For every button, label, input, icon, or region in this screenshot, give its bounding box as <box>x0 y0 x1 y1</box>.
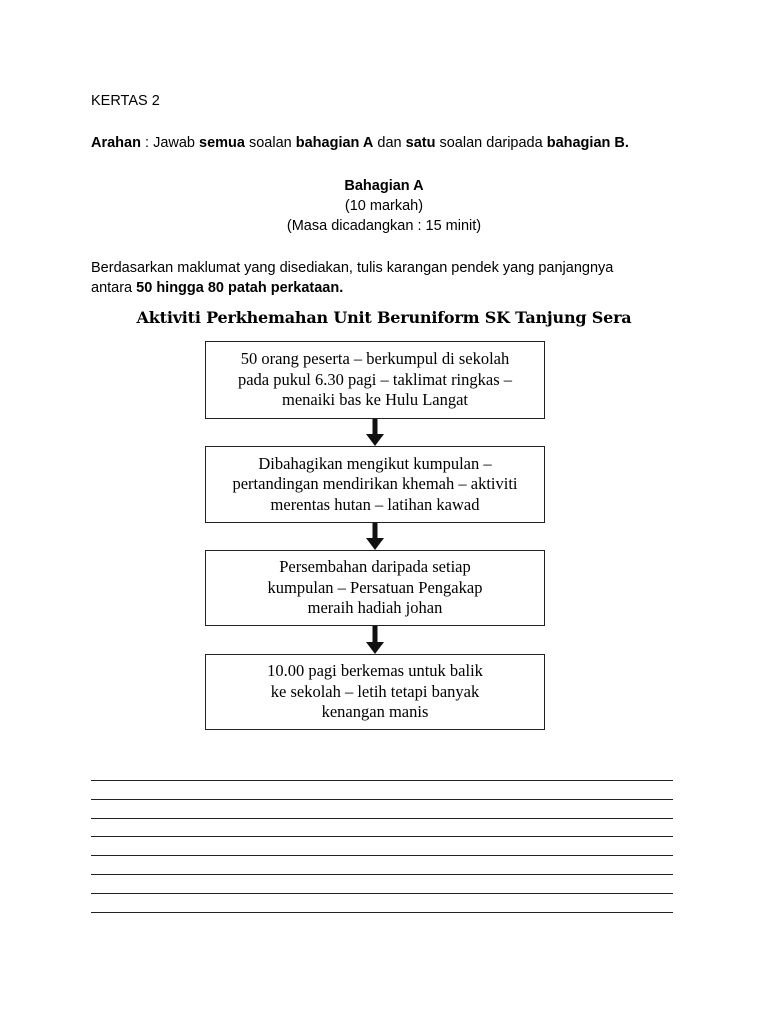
answer-line[interactable] <box>91 780 673 781</box>
flow-step-line: 50 orang peserta – berkumpul di sekolah <box>240 349 510 369</box>
task-word-count: 50 hingga 80 patah perkataan. <box>136 280 344 296</box>
instruction-emphasis: semua <box>199 135 245 151</box>
down-arrow-icon <box>364 523 386 551</box>
down-arrow-icon <box>364 419 386 447</box>
answer-line[interactable] <box>91 874 673 875</box>
flow-step-line: kenangan manis <box>321 702 429 722</box>
task-line-2 <box>91 278 691 298</box>
flow-step-line: merentas hutan – latihan kawad <box>270 494 480 514</box>
flow-step-line: ke sekolah – letih tetapi banyak <box>270 681 480 701</box>
flow-step-4 <box>205 654 545 730</box>
section-title: Bahagian A <box>344 178 424 194</box>
flow-step-1 <box>205 341 545 419</box>
instruction-text: dan <box>373 135 406 151</box>
paper-title: KERTAS 2 <box>91 93 160 109</box>
section-heading <box>0 176 768 236</box>
flow-step-line: Persembahan daripada setiap <box>279 557 471 577</box>
instruction-line <box>91 135 629 151</box>
section-time: (Masa dicadangkan : 15 minit) <box>286 218 482 234</box>
flow-step-line: Dibahagikan mengikut kumpulan – <box>258 453 492 473</box>
flow-step-line: pertandingan mendirikan khemah – aktiviti <box>232 474 518 494</box>
section-marks: (10 markah) <box>344 198 424 214</box>
flow-step-line: kumpulan – Persatuan Pengakap <box>267 577 483 597</box>
instruction-text: soalan daripada <box>435 135 547 151</box>
instruction-text: Jawab <box>153 135 200 151</box>
answer-line[interactable] <box>91 799 673 800</box>
instruction-text: soalan <box>244 135 296 151</box>
answer-line[interactable] <box>91 855 673 856</box>
down-arrow-icon <box>364 626 386 655</box>
flow-step-line: menaiki bas ke Hulu Langat <box>281 390 469 410</box>
instruction-label: Arahan <box>91 135 141 151</box>
instruction-emphasis: bahagian B. <box>546 135 629 151</box>
flow-step-line: pada pukul 6.30 pagi – taklimat ringkas – <box>237 369 513 389</box>
flow-step-3 <box>205 550 545 626</box>
answer-line[interactable] <box>91 836 673 837</box>
instruction-separator: : <box>140 135 154 151</box>
answer-line[interactable] <box>91 818 673 819</box>
task-line-1: Berdasarkan maklumat yang disediakan, tulis karangan pendek yang panjangnya <box>91 260 614 276</box>
instruction-emphasis: satu <box>405 135 436 151</box>
flowchart-title: Aktiviti Perkhemahan Unit Beruniform SK Tanjung Sera <box>136 308 632 327</box>
flow-step-2 <box>205 446 545 523</box>
instruction-emphasis: bahagian A <box>295 135 374 151</box>
flow-step-line: 10.00 pagi berkemas untuk balik <box>267 661 483 681</box>
flow-step-line: meraih hadiah johan <box>307 598 443 618</box>
answer-line[interactable] <box>91 893 673 894</box>
task-instruction <box>91 258 691 298</box>
answer-line[interactable] <box>91 912 673 913</box>
task-line-2-prefix: antara <box>91 280 137 296</box>
